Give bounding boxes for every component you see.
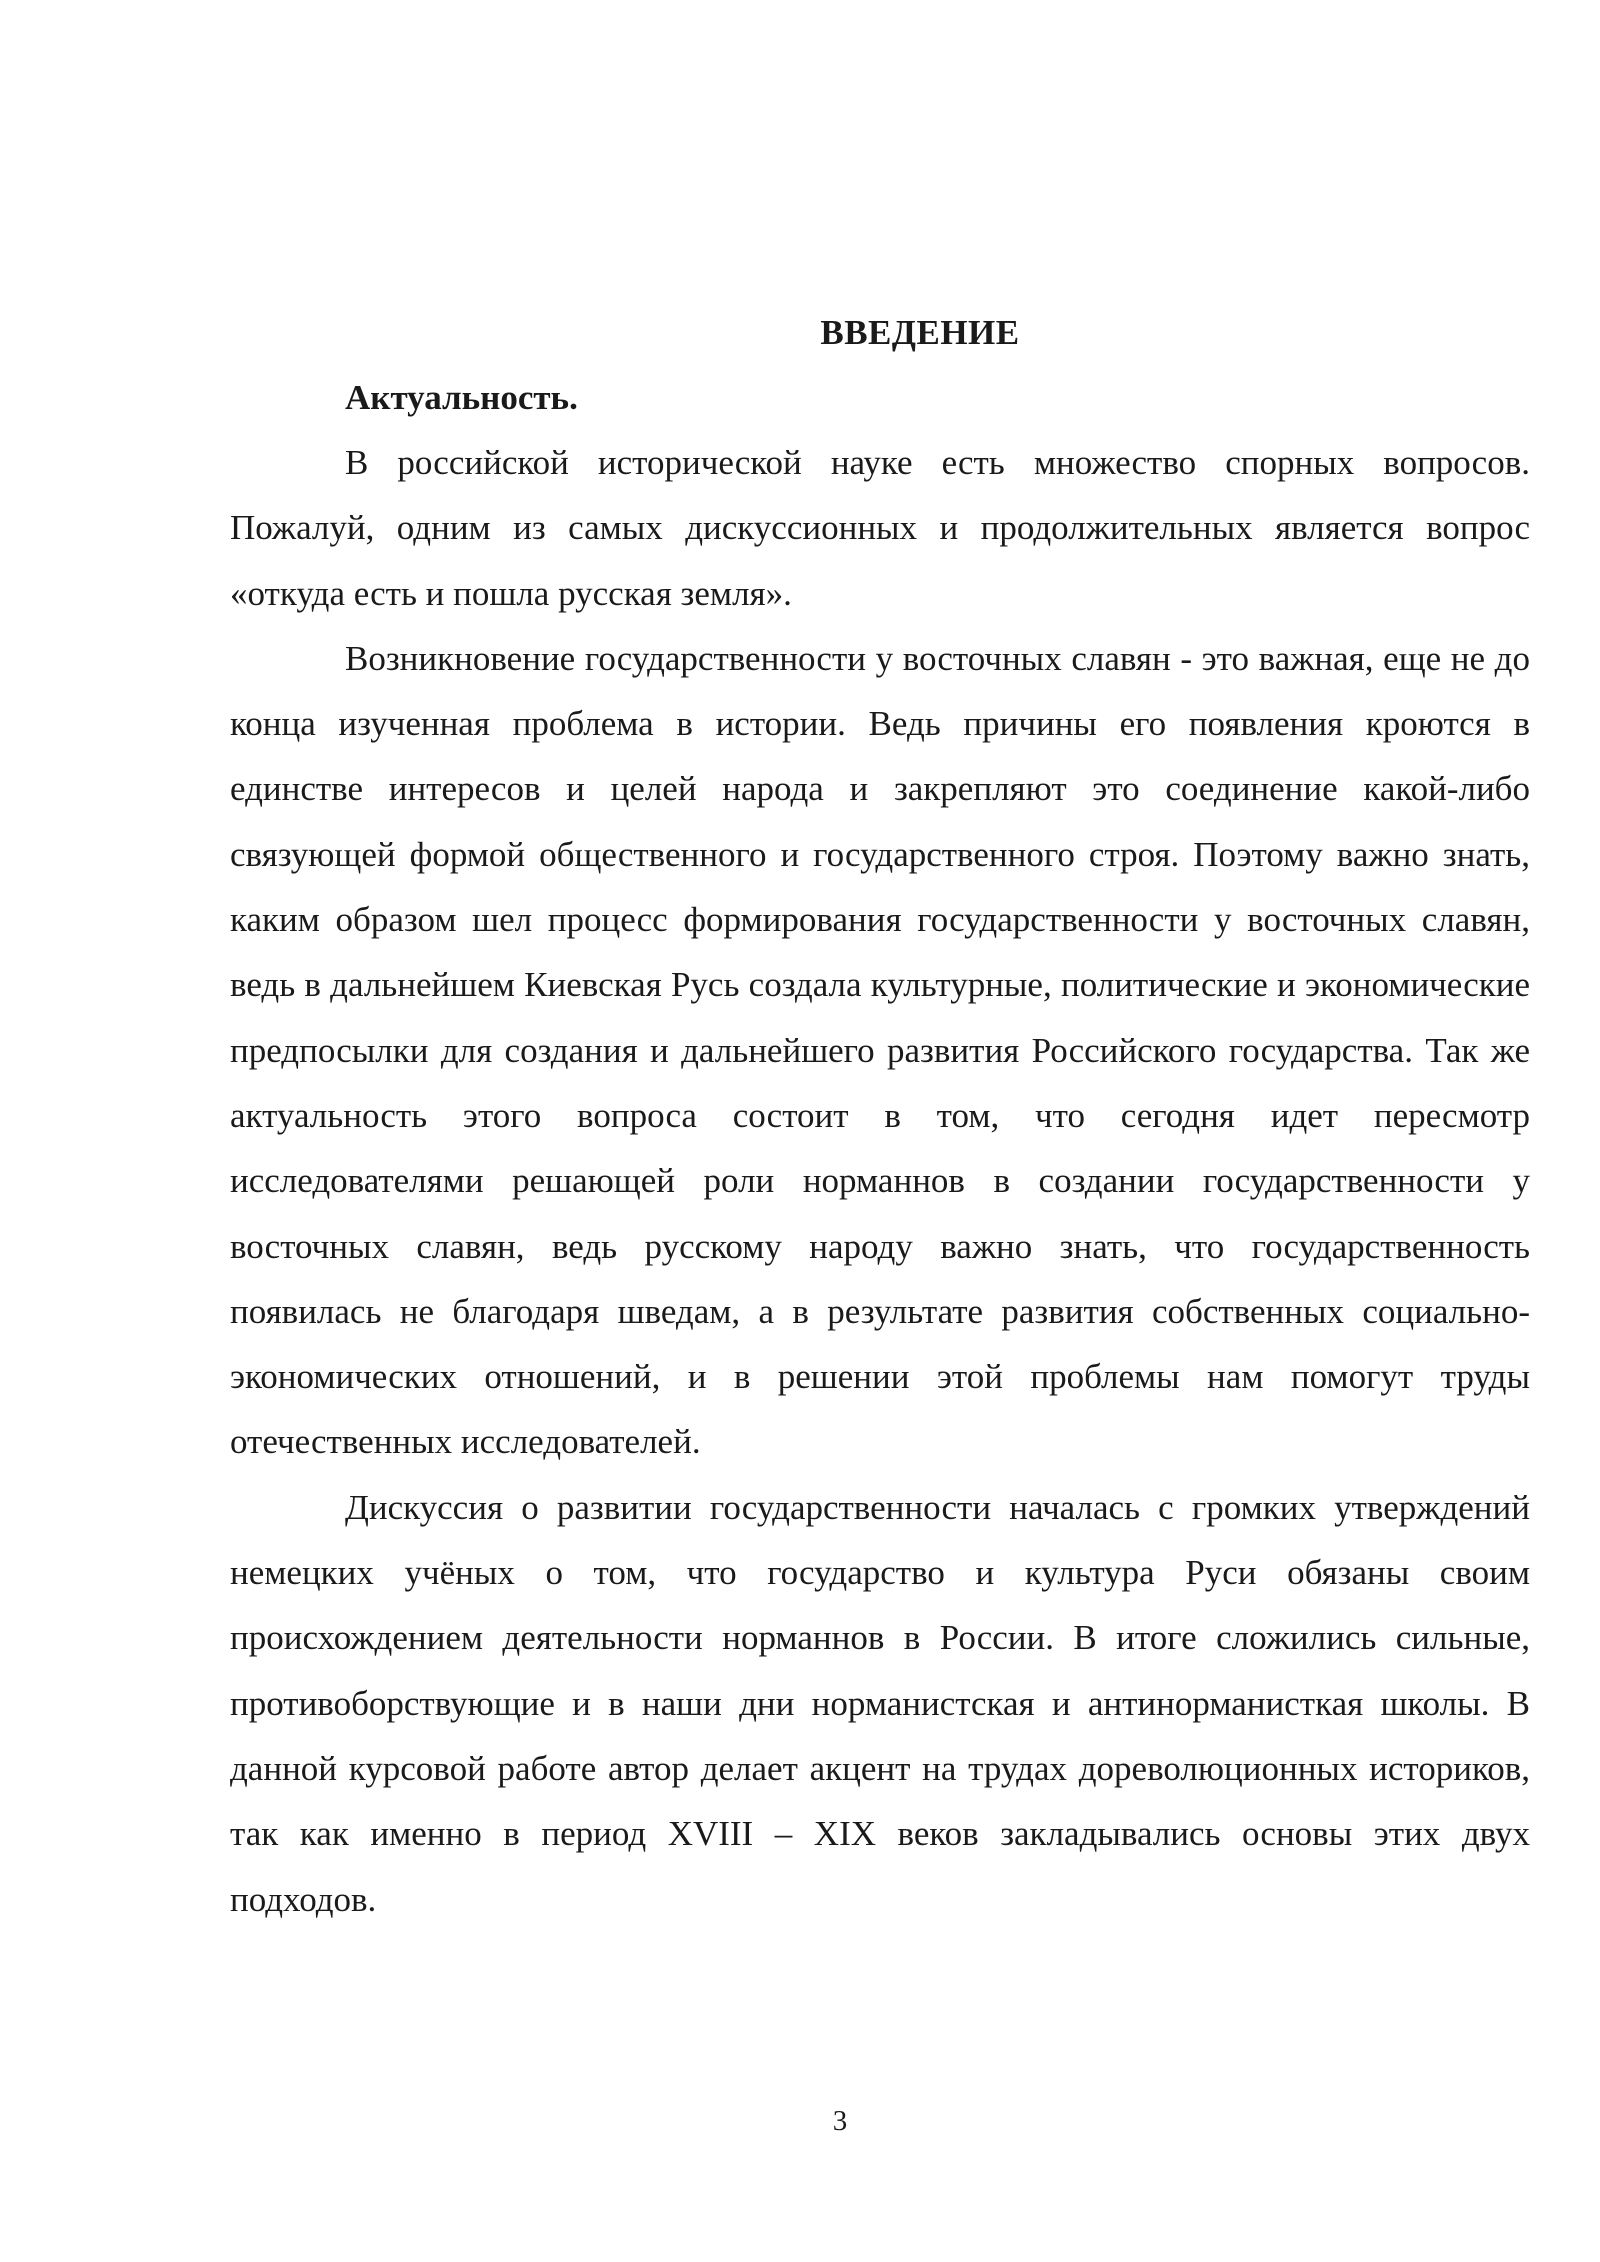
paragraph-2: Возникновение государственности у восточных славян - это важная, еще не до конца изученная проблема в истории. Ведь причины его появления кроются в единстве интересов и целей народа и закрепляют это соединение какой-либо связующей формой общественного и государственного строя. Поэтому важно знать, каким образом шел процесс формирования государственности у восточных славян, ведь в дальнейшем Киевская Русь создала культурные, политические и экономические предпосылки для создания и дальнейшего развития Российского государства. Так же актуальность этого вопроса состоит в том, что сегодня идет пересмотр исследователями решающей роли норманнов в создании государственности у восточных славян, ведь русскому народу важно знать, что государственность появилась не благодаря шведам, а в результате развития собственных социально-экономических отношений, и в решении этой проблемы нам помогут труды отечественных исследователей. <box>230 638 1530 1462</box>
page-content <box>230 300 1530 1932</box>
section-subtitle: Актуальность. <box>345 378 578 417</box>
page-title: ВВЕДЕНИЕ <box>820 313 1020 352</box>
paragraph-3: Дискуссия о развитии государственности началась с громких утверждений немецких учёных о том, что государство и культура Руси обязаны своим происхождением деятельности норманнов в России. В итоге сложились сильные, противоборствующие и в наши дни норманистская и антинорманисткая школы. В данной курсовой работе автор делает акцент на трудах дореволюционных историков, так как именно в период XVIII – XIX веков закладывались основы этих двух подходов. <box>230 1487 1530 1919</box>
paragraph-1: В российской исторической науке есть множество спорных вопросов. Пожалуй, одним из самых дискуссионных и продолжительных является вопрос «откуда есть и пошла русская земля». <box>230 443 1530 613</box>
page-number: 3 <box>832 2105 848 2137</box>
